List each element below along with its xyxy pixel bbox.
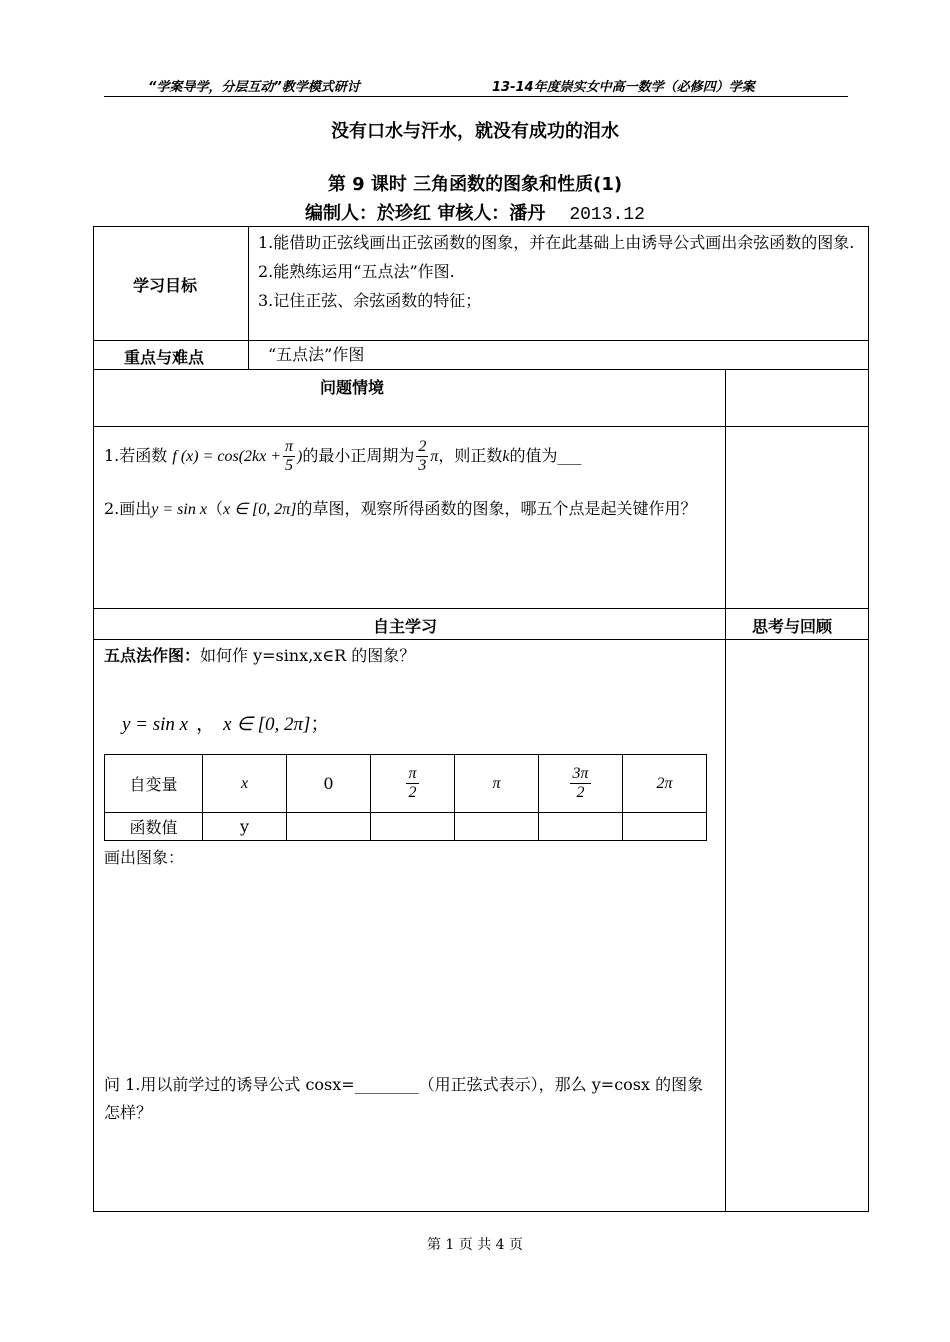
q1-close: ) [297,448,303,465]
heading-bold: 五点法作图： [104,646,201,665]
q2-tail: 的草图，观察所得函数的图象，哪五个点是起关键作用？ [296,499,697,518]
q1-function: f (x) = cos(2kx + [172,448,282,465]
formula-sep: ， [196,713,216,735]
q1-fraction-two-thirds [416,438,428,475]
rule [93,426,869,427]
formula-end: ； [310,713,330,735]
var-y: y [203,813,287,841]
table-row [105,755,707,813]
q1-fraction-pi-over-5 [283,438,295,475]
q2-function: y = sin x [151,501,207,518]
empty-cell[interactable] [623,813,707,841]
frac-num: 3π [572,765,589,782]
formula-line [122,712,329,737]
rule [93,608,869,609]
frac-den: 2 [576,784,585,801]
reflection-label: 思考与回顾 [752,617,833,636]
q1-k: k [502,448,510,465]
q2-domain: x ∈ [0, 2π] [222,501,297,518]
frac-den: 2 [408,784,417,801]
empty-cell[interactable] [539,813,623,841]
five-point-heading [104,644,415,668]
empty-cell[interactable] [287,813,371,841]
rule [93,340,869,341]
page-footer: 第 1 页 共 4 页 [426,1237,524,1253]
frac-den: 5 [285,457,294,474]
motto: 没有口水与汗水，就没有成功的泪水 [331,121,619,142]
objective-item: 3.记住正弦、余弦函数的特征； [258,291,482,310]
author-line [0,199,950,225]
q1-end: 的值为___ [509,446,582,465]
row-label: 自变量 [105,755,203,813]
problem-label: 问题情境 [320,378,385,397]
value-cell: 2π [623,755,707,813]
date: 2013.12 [569,205,645,225]
header-left: “学案导学，分层互动”教学模式研讨 [148,80,360,95]
q1-tail: ，则正数 [438,446,503,465]
draw-prompt: 画出图象： [104,848,185,867]
page-header [104,74,848,97]
lesson-title: 第 9 课时 三角函数的图象和性质(1) [327,174,623,195]
rule [725,369,726,1212]
key-points-label: 重点与难点 [124,348,205,367]
rule [248,226,249,369]
empty-cell[interactable] [455,813,539,841]
header-right: 13-14年度崇实女中高一数学（必修四）学案 [492,80,755,95]
key-points-value: “五点法”作图 [268,345,365,364]
problem-q1 [104,436,582,477]
table-row [105,813,707,841]
frac-num: π [285,438,294,455]
problem-q2 [104,494,718,525]
empty-cell[interactable] [371,813,455,841]
heading-tail: 如何作 y=sinx,x∈R 的图象？ [200,646,416,665]
frac-num: π [408,765,417,782]
objectives-label: 学习目标 [133,276,198,295]
rule [93,639,869,640]
objective-item: 1.能借助正弦线画出正弦函数的图象，并在此基础上由诱导公式画出余弦函数的图象. [258,233,855,252]
frac-pi-over-2 [406,765,418,802]
var-x: x [203,755,287,813]
value-cell [371,755,455,813]
author-text: 编制人：於珍红 审核人：潘丹 [305,203,546,224]
objective-item: 2.能熟练运用“五点法”作图. [258,262,455,281]
value-cell [539,755,623,813]
objectives-list [258,228,862,315]
question-1: 问 1.用以前学过的诱导公式 cosx=________（用正弦式表示），那么 y=cosx 的图象怎样？ [104,1075,704,1122]
frac-3pi-over-2 [570,765,590,802]
self-study-label: 自主学习 [373,617,438,636]
q2-open: （ [206,499,223,518]
q1-pi: π [430,448,439,465]
q2-prefix: 2.画出 [104,499,152,518]
row-label: 函数值 [105,813,203,841]
formula-y: y = sin x [122,714,189,735]
rule [93,369,869,370]
value-cell: π [455,755,539,813]
frac-num: 2 [418,438,427,455]
five-point-table [104,754,707,841]
q1-prefix: 1.若函数 [104,446,168,465]
formula-x: x ∈ [0, 2π] [223,714,311,735]
value-cell: 0 [287,755,371,813]
frac-den: 3 [418,457,427,474]
q1-mid: 的最小正周期为 [302,446,415,465]
